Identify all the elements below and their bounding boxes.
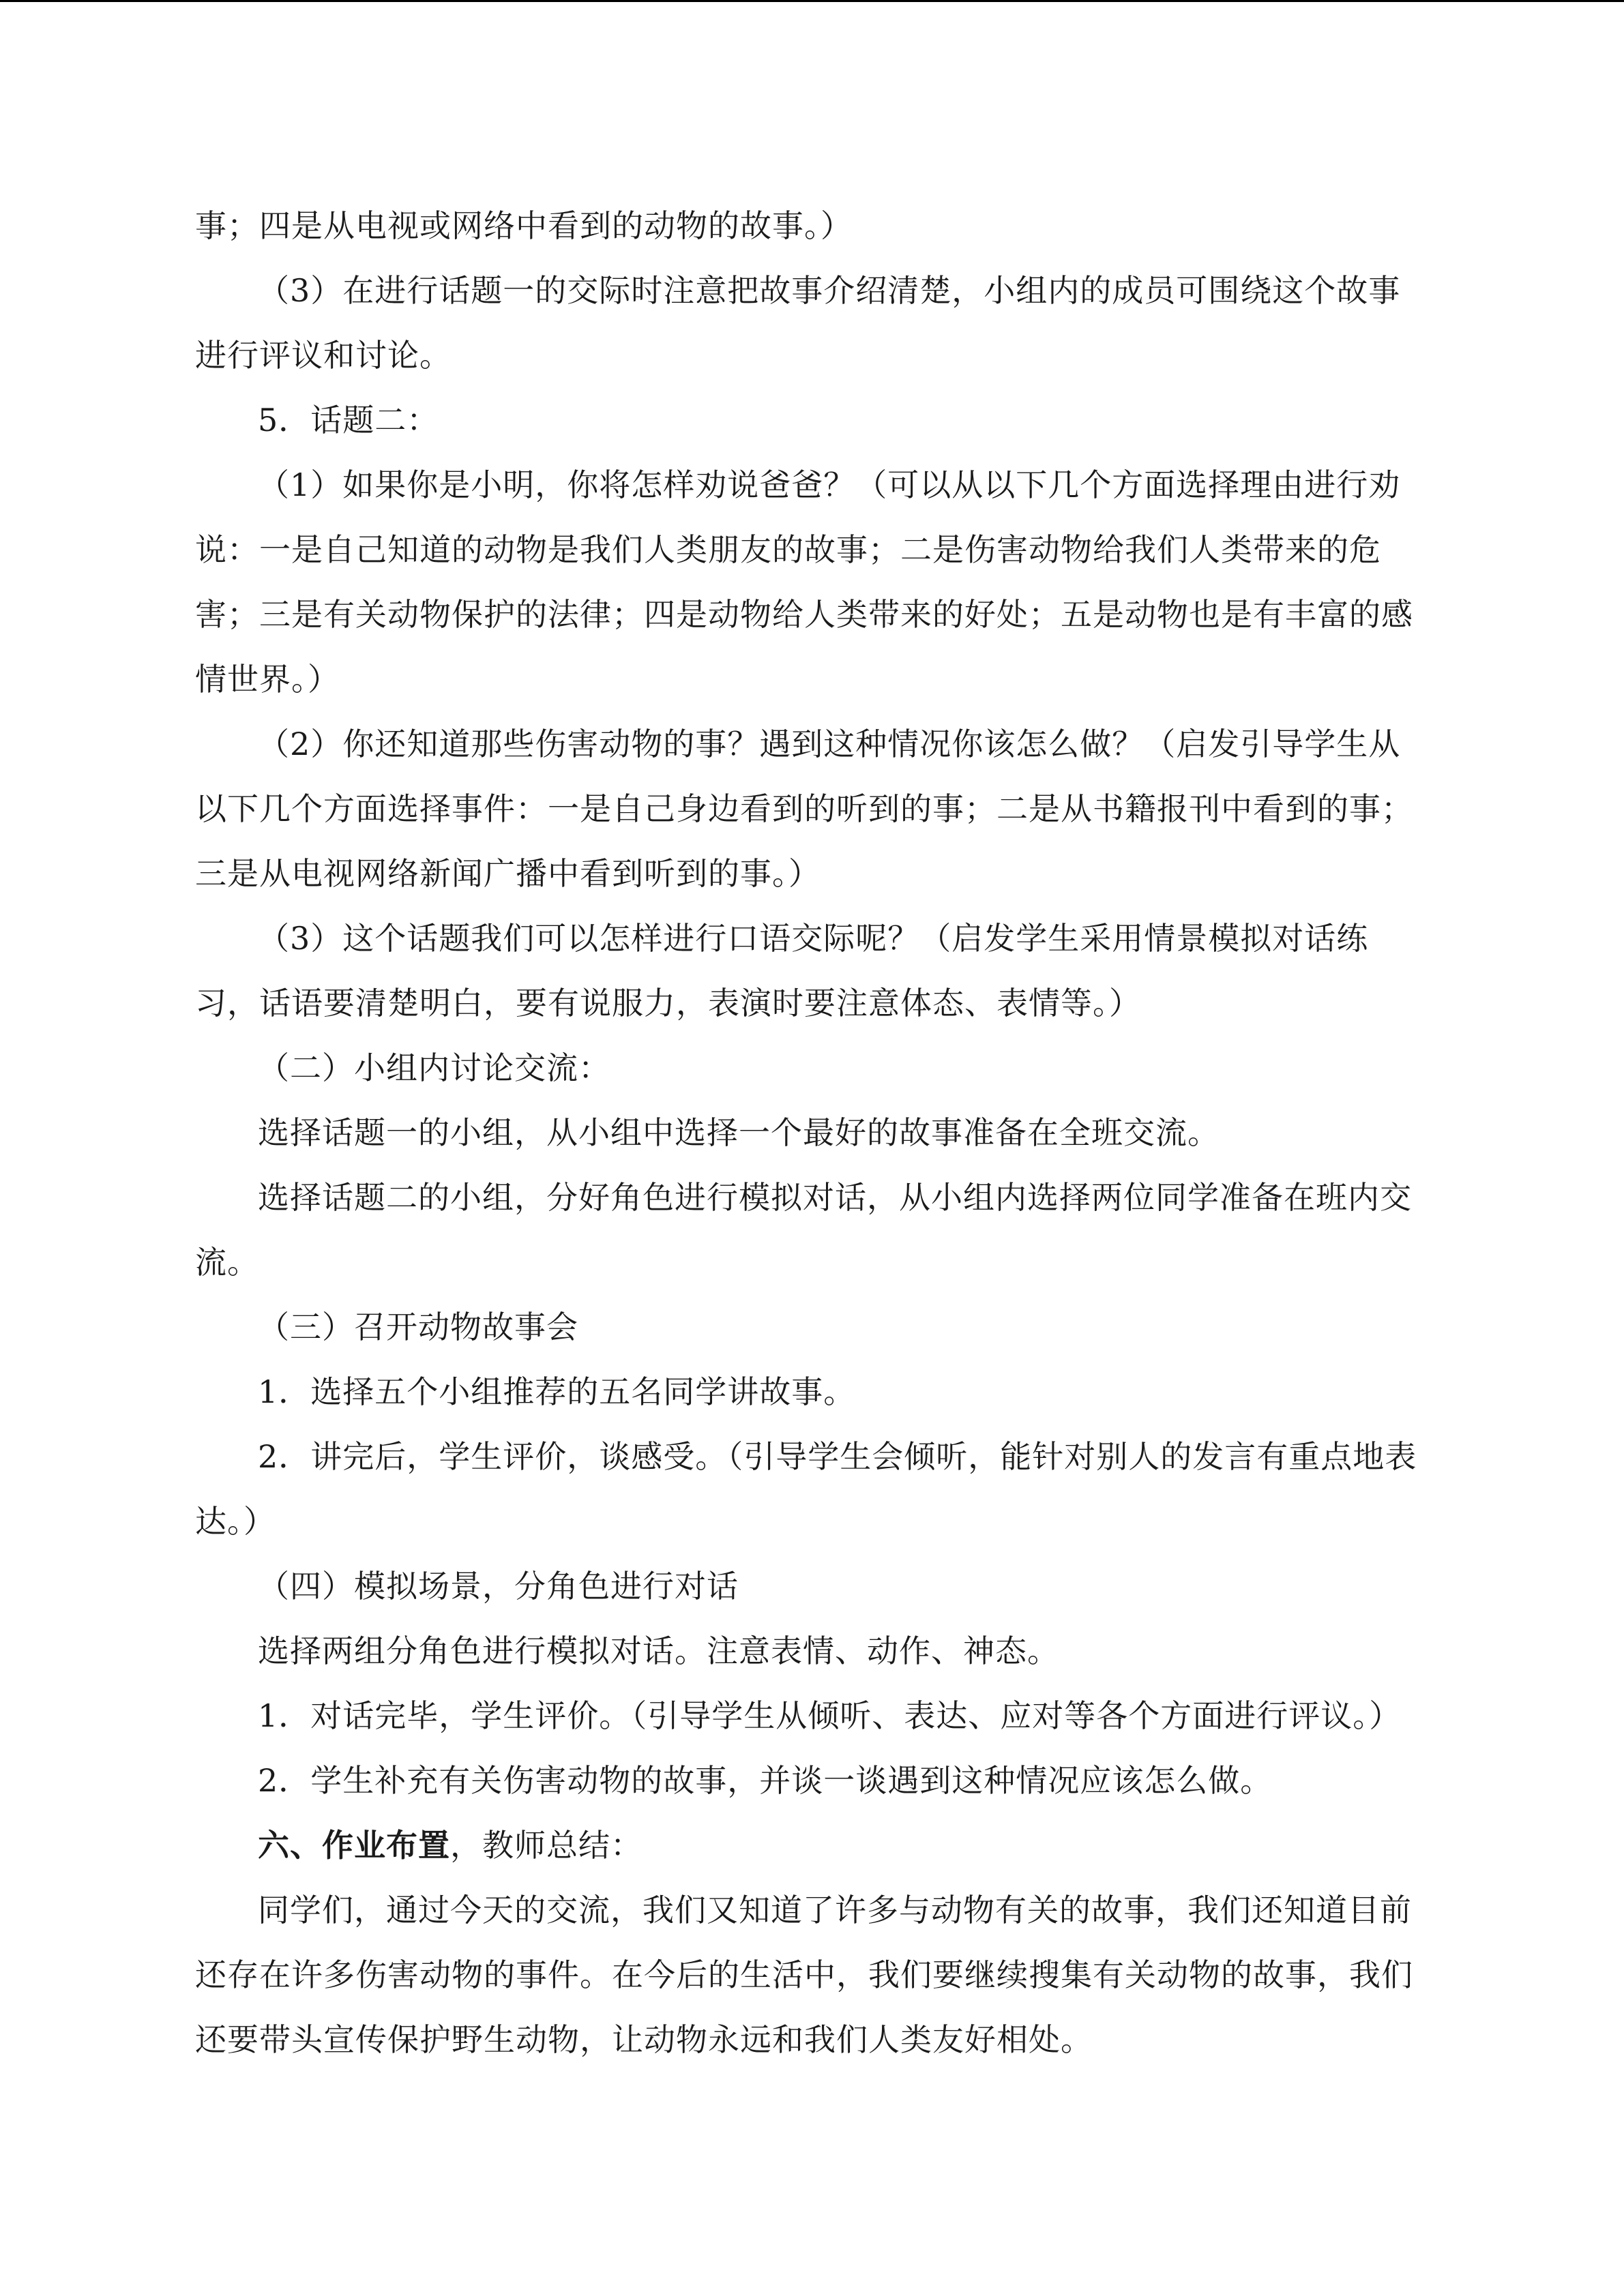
paragraph-story-step1: 1．选择五个小组推荐的五名同学讲故事。: [258, 1373, 856, 1410]
paragraph-role-play-step2: 2．学生补充有关伤害动物的故事，并谈一谈遇到这种情况应该怎么做。: [258, 1762, 1273, 1799]
heading-role-play: （四）模拟场景，分角色进行对话: [258, 1568, 739, 1605]
paragraph-group-topic1: 选择话题一的小组，从小组中选择一个最好的故事准备在全班交流。: [258, 1114, 1220, 1151]
paragraph-teacher-summary: 同学们，通过今天的交流，我们又知道了许多与动物有关的故事，我们还知道目前还存在许多伤害动物的事件。在今后的生活中，我们要继续搜集有关动物的故事，我们还要带头宣传保护野生动物，让动物永远和我们人类友好相处。: [195, 1892, 1413, 2058]
paragraph-role-play-intro: 选择两组分角色进行模拟对话。注意表情、动作、神态。: [258, 1632, 1059, 1669]
paragraph-topic2-item3: （3）这个话题我们可以怎样进行口语交际呢？（启发学生采用情景模拟对话练习，话语要清楚明白，要有说服力，表演时要注意体态、表情等。）: [195, 920, 1369, 1022]
page-top-border: [0, 0, 1624, 2]
heading-homework: [195, 1813, 1430, 1878]
homework-heading-bold: 六、作业布置: [258, 1827, 450, 1864]
heading-group-discussion: （二）小组内讨论交流：: [258, 1049, 610, 1086]
paragraph-topic1-item3: （3）在进行话题一的交际时注意把故事介绍清楚，小组内的成员可围绕这个故事进行评议和讨论。: [195, 272, 1401, 374]
heading-topic2: 5．话题二：: [258, 402, 439, 438]
paragraph-role-play-step1: 1．对话完毕，学生评价。（引导学生从倾听、表达、应对等各个方面进行评议。）: [258, 1697, 1402, 1734]
paragraph-group-topic2: 选择话题二的小组，分好角色进行模拟对话，从小组内选择两位同学准备在班内交流。: [195, 1179, 1412, 1281]
paragraph-continuation: 事；四是从电视或网络中看到的动物的故事。）: [195, 207, 853, 244]
paragraph-story-step2: 2．讲完后，学生评价，谈感受。（引导学生会倾听，能针对别人的发言有重点地表达。）: [195, 1438, 1417, 1540]
paragraph-topic2-item2: （2）你还知道那些伤害动物的事？遇到这种情况你该怎么做？（启发引导学生从以下几个方面选择事件：一是自己身边看到的听到的事；二是从书籍报刊中看到的事；三是从电视网络新闻广播中看到听到的事。）: [195, 726, 1413, 892]
homework-heading-rest: ，教师总结：: [450, 1827, 643, 1864]
heading-story-meeting: （三）召开动物故事会: [258, 1309, 578, 1345]
paragraph-topic2-item1: （1）如果你是小明，你将怎样劝说爸爸？（可以从以下几个方面选择理由进行劝说：一是自己知道的动物是我们人类朋友的故事；二是伤害动物给我们人类带来的危害；三是有关动物保护的法律；四是动物给人类带来的好处；五是动物也是有丰富的感情世界。）: [195, 466, 1413, 698]
document-body: [195, 194, 1430, 2072]
